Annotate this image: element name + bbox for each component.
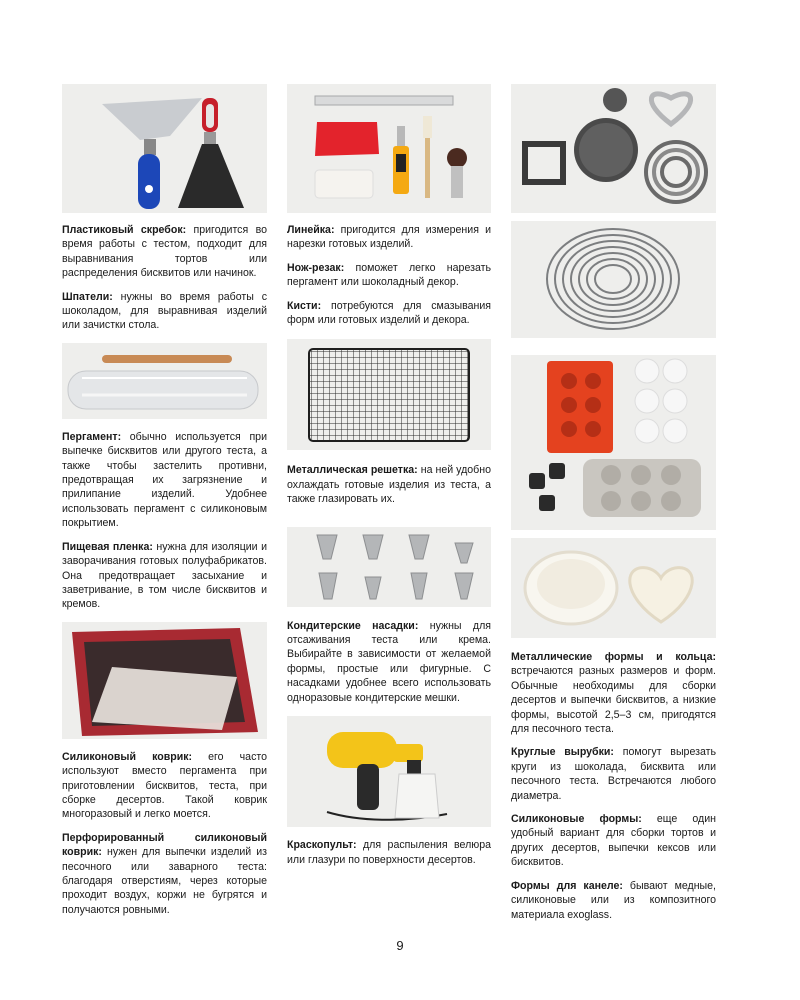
ruler-knife-brushes-illustration [287, 84, 491, 213]
photo-round-cutters [511, 221, 716, 338]
knife-desc: Нож-резак: поможет легко нарезать пергамент или шоколадный декор. [287, 261, 491, 289]
parchment-desc: Пергамент: обычно используется при выпечке бисквитов или другого теста, а также чтобы застелить противни, предотвращая их загрязнение и прилипание изделий. Удобнее использовать пергамент с силиконовым покрытием. [62, 430, 267, 530]
scraper-desc: Пластиковый скребок: пригодится во время работы с тестом, подходит для выравнивания тортов или распределения бисквитов или начинок. [62, 224, 267, 280]
photo-silicone-molds-white [511, 538, 716, 638]
column-right [511, 84, 716, 931]
metal-forms-desc: Металлические формы и кольца: встречаются разных размеров и форм. Обычные необходимы для сборки десертов и выпечки бисквитов, а низкие формы, высотой 2,5–3 см, пригодятся для песочного теста. [511, 651, 716, 736]
rack-desc: Металлическая решетка: на ней удобно охлаждать готовые изделия из теста, а также глазировать их. [287, 464, 491, 506]
photo-paint-sprayer [287, 716, 491, 827]
parchment-roll-illustration [62, 343, 267, 419]
white-molds-illustration [511, 538, 716, 638]
page-number: 9 [396, 938, 404, 953]
photo-metal-forms [511, 84, 716, 213]
paint-sprayer-illustration [287, 716, 491, 827]
photo-parchment-roll [62, 343, 267, 419]
metal-forms-illustration [511, 84, 716, 213]
brushes-desc: Кисти: потребуются для смазывания форм или готовых изделий и декора. [287, 299, 491, 327]
photo-ruler-knife-brushes [287, 84, 491, 213]
spatulas-desc: Шпатели: нужны во время работы с шоколадом, для выравнивая изделий или зачистки стола. [62, 290, 267, 332]
photo-piping-nozzles [287, 527, 491, 607]
mat-desc: Силиконовый коврик: его часто используют вместо пергамента при приготовлении бисквитов, теста, при сборке десертов. Такой коврик многоразовый и легко моется. [62, 750, 267, 821]
round-cutters-illustration [511, 221, 716, 338]
column-left [62, 84, 267, 926]
photo-scraper-spatula [62, 84, 267, 213]
film-desc: Пищевая пленка: нужна для изоляции и заворачивания готовых полуфабрикатов. Она предотвращает засыхание и заветривание, в том числе бисквитов и кремов. [62, 540, 267, 611]
perforated-desc: Перфорированный силиконовый коврик: нужен для выпечки изделий из песочного или заварного теста: благодаря отверстиям, через которые проходит воздух, коржи не бугрятся и получаются ровными. [62, 831, 267, 916]
photo-silicone-forms [511, 355, 716, 530]
cutters-desc: Круглые вырубки: помогут вырезать круги из шоколада, бисквита или песочного теста. Встречаются любого диаметра. [511, 746, 716, 802]
piping-nozzles-illustration [287, 527, 491, 607]
nozzles-desc: Кондитерские насадки: нужны для отсаживания теста или крема. Выбирайте в зависимости от желаемой формы, простые или фигурные. С насадками удобнее всего использовать одноразовые кондитерские мешки. [287, 619, 491, 704]
cooling-rack-illustration [287, 339, 491, 450]
photo-cooling-rack [287, 339, 491, 450]
silicone-forms-illustration [511, 355, 716, 530]
photo-silicone-mat [62, 622, 267, 739]
canele-desc: Формы для канеле: бывают медные, силиконовые или из композитного материала exoglass. [511, 879, 716, 921]
silicone-mat-illustration [62, 622, 267, 739]
ruler-desc: Линейка: пригодится для измерения и нарезки готовых изделий. [287, 224, 491, 251]
sprayer-desc: Краскопульт: для распыления велюра или глазури по поверхности десертов. [287, 839, 491, 866]
silicone-forms-desc: Силиконовые формы: еще один удобный вариант для сборки тортов и других десертов, выпечки кексов или бисквитов. [511, 813, 716, 869]
column-middle [287, 84, 491, 876]
scraper-spatula-illustration [62, 84, 267, 213]
